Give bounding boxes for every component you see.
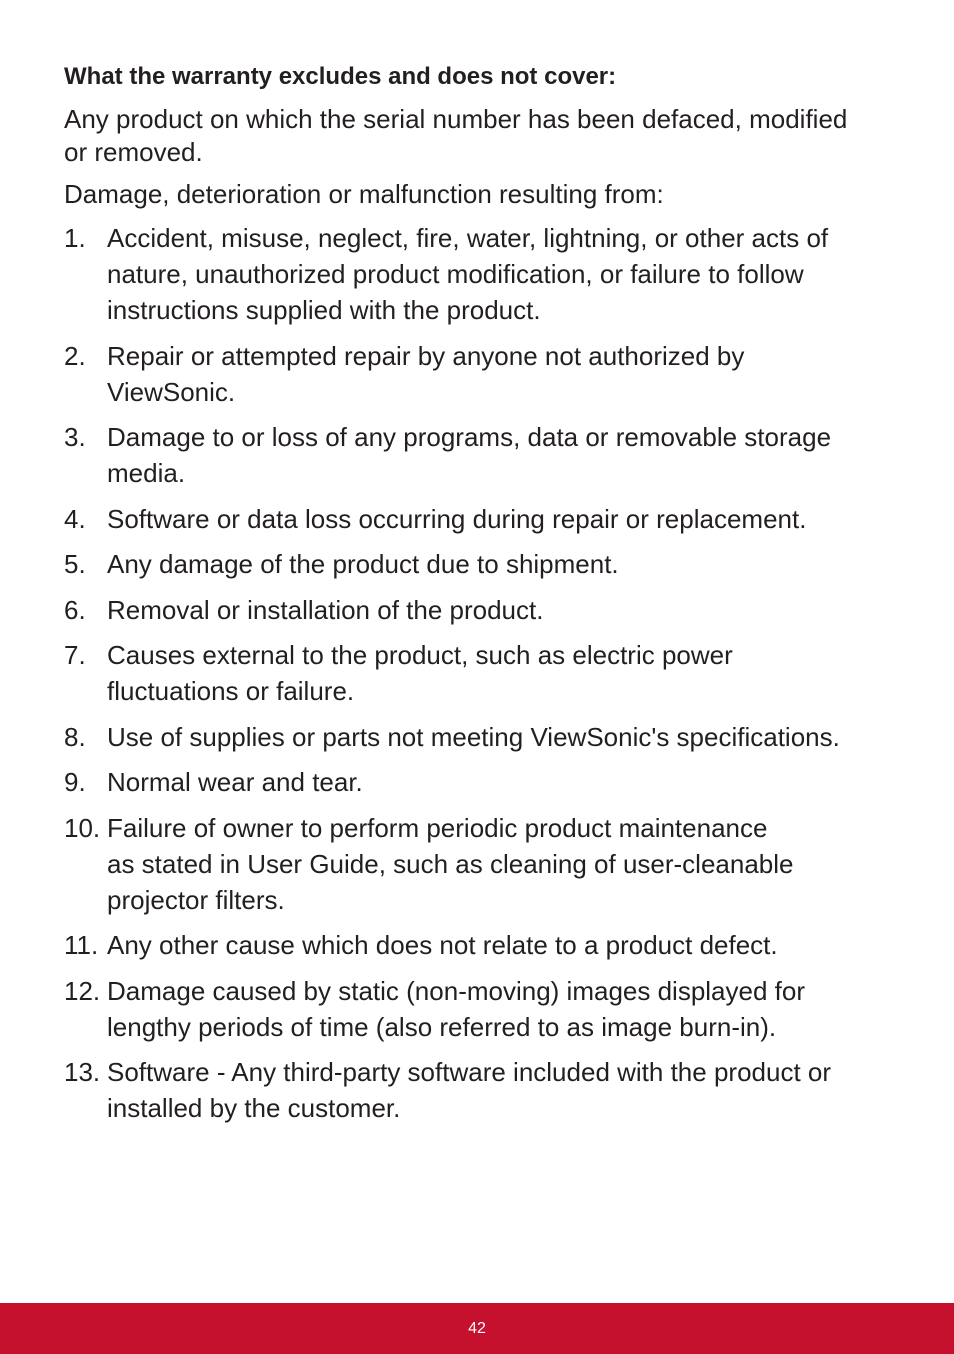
list-item-text: Software - Any third-party software included with the product or installed by the customer. [107,1057,832,1123]
list-item-text: Failure of owner to perform periodic product maintenance as stated in User Guide, such as cleaning of user-cleanable projector filters. [107,812,794,915]
document-body [64,61,894,1136]
list-item-number: 13. [64,1057,101,1087]
list-item-number: 6. [64,594,86,625]
list-item-number: 4. [64,503,86,534]
list-item-text: Normal wear and tear. [107,767,363,797]
list-item-text: Any damage of the product due to shipment. [107,549,619,579]
list-item [64,338,894,410]
paragraph-serial-number: Any product on which the serial number has been defaced, modified or removed. [64,104,848,167]
page-number: 42 [468,1319,486,1337]
list-item-number: 12. [64,975,101,1006]
list-item-number: 10. [64,812,101,843]
list-item [64,592,894,628]
list-item-text: Use of supplies or parts not meeting ViewSonic's specifications. [107,721,840,752]
list-item [64,719,894,755]
list-item-text: Accident, misuse, neglect, fire, water, lightning, or other acts of nature, unauthorized product modification, or failure to follow instructions supplied with the product. [107,223,829,325]
list-item-text: Removal or installation of the product. [107,594,544,625]
section-heading: What the warranty excludes and does not cover: [64,63,617,90]
list-item-text: Any other cause which does not relate to a product defect. [107,930,778,960]
list-item-text: Software or data loss occurring during repair or replacement. [107,503,807,534]
list-item-text: Repair or attempted repair by anyone not authorized by ViewSonic. [107,340,745,407]
list-item-number: 2. [64,340,86,371]
list-item [64,220,894,328]
list-item [64,637,894,709]
list-item-number: 9. [64,767,86,797]
page-footer [0,1303,954,1354]
list-item [64,546,894,582]
exclusions-list [64,220,894,1126]
list-item-number: 1. [64,223,86,253]
list-item-number: 11. [64,930,99,960]
list-item [64,810,894,918]
list-item-text: Damage caused by static (non-moving) images displayed for lengthy periods of time (also referred to as image burn-in). [107,975,806,1042]
paragraph-damage-intro: Damage, deterioration or malfunction resulting from: [64,179,664,209]
list-item-text: Causes external to the product, such as electric power fluctuations or failure. [107,640,733,706]
list-item [64,764,894,800]
list-item-text: Damage to or loss of any programs, data or removable storage media. [107,422,832,488]
list-item-number: 8. [64,721,86,752]
list-item-number: 7. [64,640,86,670]
list-item-number: 5. [64,549,86,579]
list-item [64,1054,894,1126]
list-item [64,419,894,491]
list-item [64,927,894,963]
list-item-number: 3. [64,422,86,452]
list-item [64,973,894,1045]
list-item [64,501,894,537]
